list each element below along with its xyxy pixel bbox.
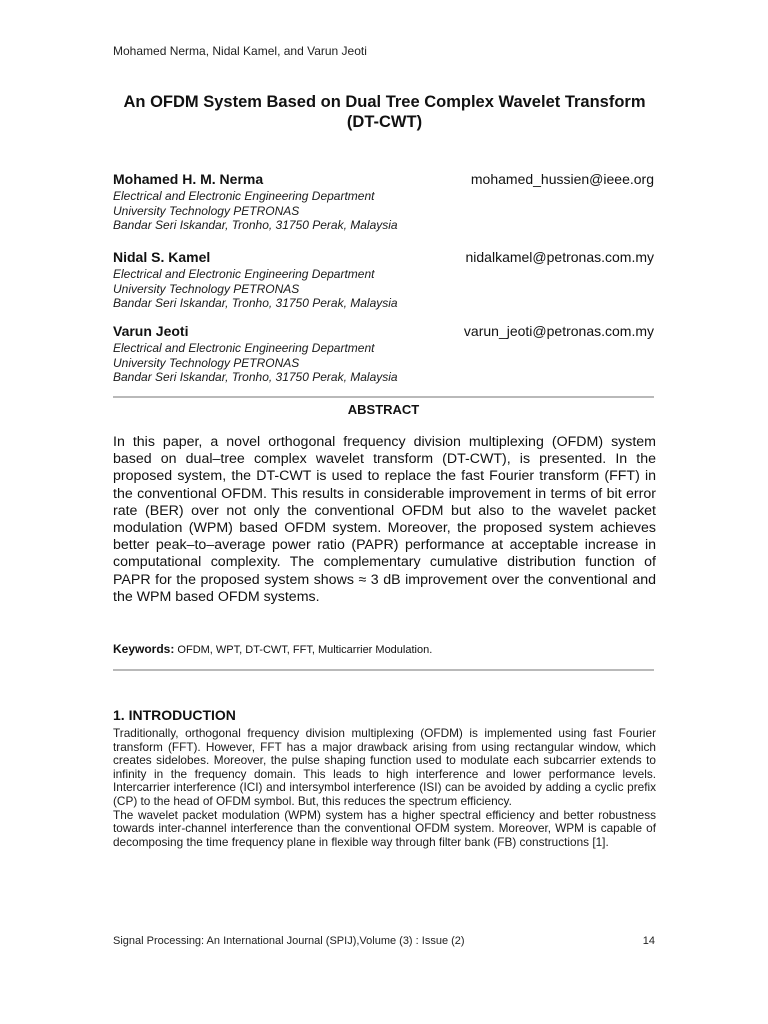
- keywords-label: Keywords:: [113, 642, 175, 656]
- author-address: Bandar Seri Iskandar, Tronho, 31750 Perak, Malaysia: [113, 370, 398, 385]
- author-block: [113, 171, 654, 233]
- author-name: Mohamed H. M. Nerma: [113, 171, 264, 187]
- author-name: Nidal S. Kamel: [113, 249, 211, 265]
- section-body: [113, 727, 656, 849]
- author-department: Electrical and Electronic Engineering Department: [113, 189, 375, 203]
- divider-rule: [113, 396, 654, 398]
- keywords-text: OFDM, WPT, DT-CWT, FFT, Multicarrier Modulation.: [177, 644, 433, 656]
- paper-title: An OFDM System Based on Dual Tree Complex Wavelet Transform (DT-CWT): [123, 93, 646, 131]
- author-university: University Technology PETRONAS: [113, 355, 300, 370]
- footer-journal: Signal Processing: An International Journal (SPIJ),Volume (3) : Issue (2): [113, 935, 465, 947]
- abstract-heading: ABSTRACT: [347, 402, 420, 417]
- running-head: Mohamed Nerma, Nidal Kamel, and Varun Jeoti: [113, 44, 367, 58]
- author-block: [113, 323, 654, 385]
- author-name: Varun Jeoti: [113, 323, 189, 339]
- keywords-line: [113, 642, 432, 656]
- author-university: University Technology PETRONAS: [113, 281, 300, 296]
- author-email: varun_jeoti@petronas.com.my: [463, 323, 654, 339]
- author-address: Bandar Seri Iskandar, Tronho, 31750 Perak, Malaysia: [113, 296, 398, 311]
- section-heading: 1. INTRODUCTION: [113, 707, 236, 723]
- author-block: [113, 249, 654, 311]
- footer-page-number: 14: [642, 935, 655, 947]
- author-email: nidalkamel@petronas.com.my: [465, 249, 654, 265]
- author-department: Electrical and Electronic Engineering Department: [113, 267, 375, 281]
- paragraph: The wavelet packet modulation (WPM) system has a higher spectral efficiency and better robustness towards inter-channel interference than the conventional OFDM system. Moreover, WPM is capable of decomposing the time frequency plane in flexible way through filter bank (FB) constructions [1].: [113, 807, 656, 849]
- author-university: University Technology PETRONAS: [113, 203, 300, 218]
- divider-rule: [113, 669, 654, 671]
- author-address: Bandar Seri Iskandar, Tronho, 31750 Perak, Malaysia: [113, 218, 398, 233]
- author-department: Electrical and Electronic Engineering Department: [113, 341, 375, 355]
- paragraph: Traditionally, orthogonal frequency division multiplexing (OFDM) is implemented using fast Fourier transform (FFT). However, FFT has a major drawback arising from using rectangular window, which creates sidelobes. Moreover, the pulse shaping function used to modulate each subcarrier extends to infinity in the frequency domain. This leads to high interference and lower performance levels. Intercarrier interference (ICI) and intersymbol interference (ISI) can be avoided by adding a cyclic prefix (CP) to the head of OFDM symbol. But, this reduces the spectrum efficiency.: [113, 726, 656, 808]
- author-email: mohamed_hussien@ieee.org: [470, 171, 654, 187]
- abstract-text: In this paper, a novel orthogonal frequency division multiplexing (OFDM) system based on dual–tree complex wavelet transform (DT-CWT), is presented. In the proposed system, the DT-CWT is used to replace the fast Fourier transform (FFT) in the conventional OFDM. This results in considerable improvement in terms of bit error rate (BER) over not only the conventional OFDM but also to the wavelet packet modulation (WPM) based OFDM system. Moreover, the proposed system achieves better peak–to–average power ratio (PAPR) performance at acceptable increase in computational complexity. The complementary cumulative distribution function of PAPR for the proposed system shows ≈ 3 dB improvement over the conventional and the WPM based OFDM systems.: [113, 434, 656, 605]
